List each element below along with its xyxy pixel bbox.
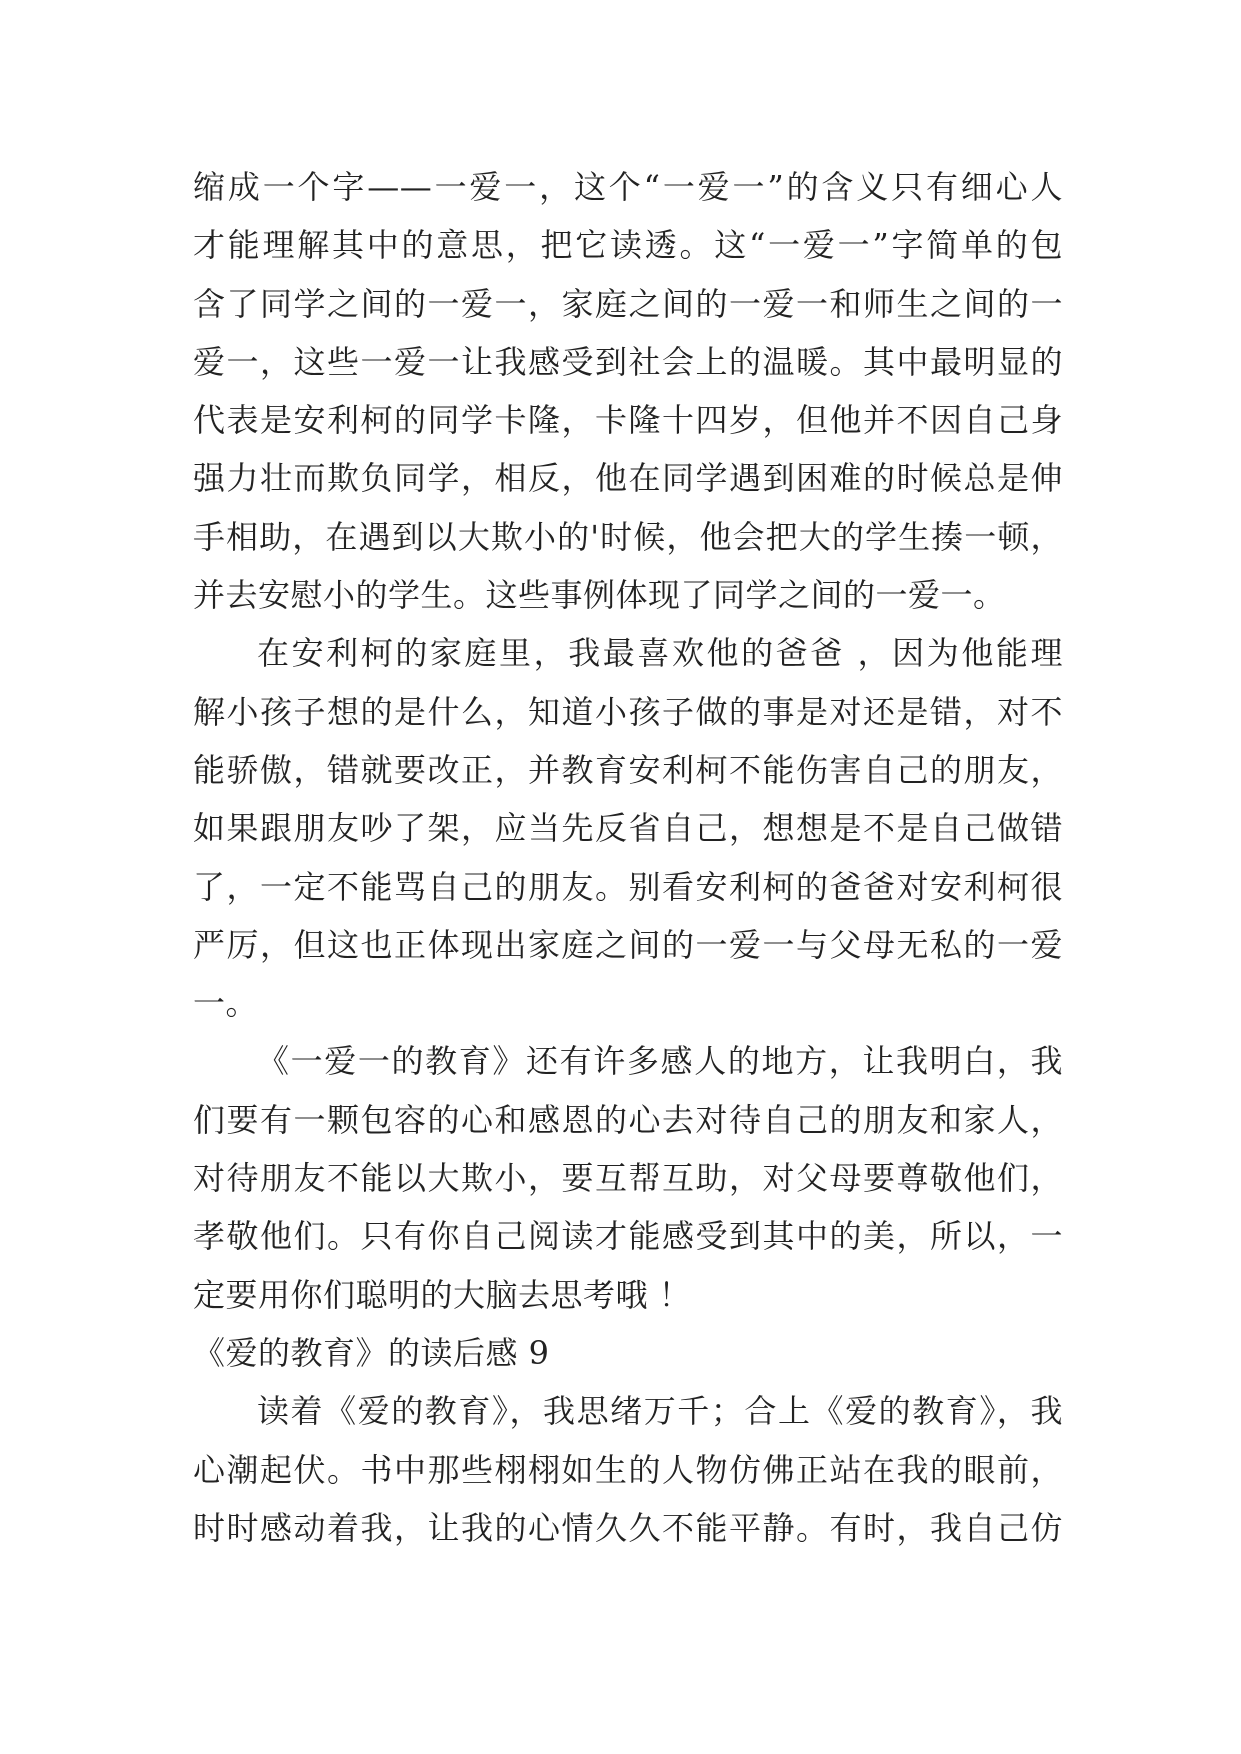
text-line: 了，一定不能骂自己的朋友。别看安利柯的爸爸对安利柯很 xyxy=(193,867,1063,906)
text-line: 定要用你们聪明的大脑去思考哦 ！ xyxy=(193,1275,692,1314)
text-line: 缩成一个字——一爱一，这个“一爱一”的含义只有细心人 xyxy=(193,168,1063,206)
text-line: 一。 xyxy=(193,984,259,1023)
text-line: 孝敬他们。只有你自己阅读才能感受到其中的美，所以，一 xyxy=(193,1217,1063,1256)
paragraph-2 xyxy=(193,624,1063,1032)
text-line: 含了同学之间的一爱一，家庭之间的一爱一和师生之间的一 xyxy=(193,284,1063,323)
text-line: 如果跟朋友吵了架，应当先反省自己，想想是不是自己做错 xyxy=(193,809,1063,848)
text-line: 严厉，但这也正体现出家庭之间的一爱一与父母无私的一爱 xyxy=(193,925,1063,964)
text-line: 爱一，这些一爱一让我感受到社会上的温暖。其中最明显的 xyxy=(193,342,1063,381)
document-page xyxy=(193,158,1063,1557)
text-line: 《一爱一的教育》还有许多感人的地方，让我明白，我 xyxy=(257,1042,1063,1081)
text-line: 解小孩子想的是什么，知道小孩子做的事是对还是错，对不 xyxy=(193,692,1063,731)
text-line: 强力壮而欺负同学，相反，他在同学遇到困难的时候总是伸 xyxy=(193,459,1063,498)
text-line: 时时感动着我，让我的心情久久不能平静。有时，我自己仿 xyxy=(193,1508,1063,1547)
text-line: 并去安慰小的学生。这些事例体现了同学之间的一爱一。 xyxy=(193,576,1006,615)
text-line: 代表是安利柯的同学卡隆，卡隆十四岁，但他并不因自己身 xyxy=(193,401,1063,440)
paragraph-4 xyxy=(193,1382,1063,1557)
paragraph-1 xyxy=(193,158,1063,624)
text-line: 对待朋友不能以大欺小，要互帮互助，对父母要尊敬他们， xyxy=(193,1159,1063,1198)
text-line: 才能理解其中的意思，把它读透。这“一爱一”字简单的包 xyxy=(193,226,1063,265)
paragraph-3 xyxy=(193,1032,1063,1323)
section-heading: 《爱的教育》的读后感 9 xyxy=(193,1333,550,1372)
text-line: 能骄傲，错就要改正，并教育安利柯不能伤害自己的朋友， xyxy=(193,750,1063,789)
text-line: 心潮起伏。书中那些栩栩如生的人物仿佛正站在我的眼前， xyxy=(193,1450,1063,1489)
text-line: 手相助，在遇到以大欺小的'时候，他会把大的学生揍一顿， xyxy=(193,517,1063,556)
text-line: 读着《爱的教育》，我思绪万千；合上《爱的教育》，我 xyxy=(257,1392,1063,1431)
text-line: 们要有一颗包容的心和感恩的心去对待自己的朋友和家人， xyxy=(193,1100,1063,1139)
text-line: 在安利柯的家庭里，我最喜欢他的爸爸 ，因为他能理 xyxy=(257,634,1063,673)
